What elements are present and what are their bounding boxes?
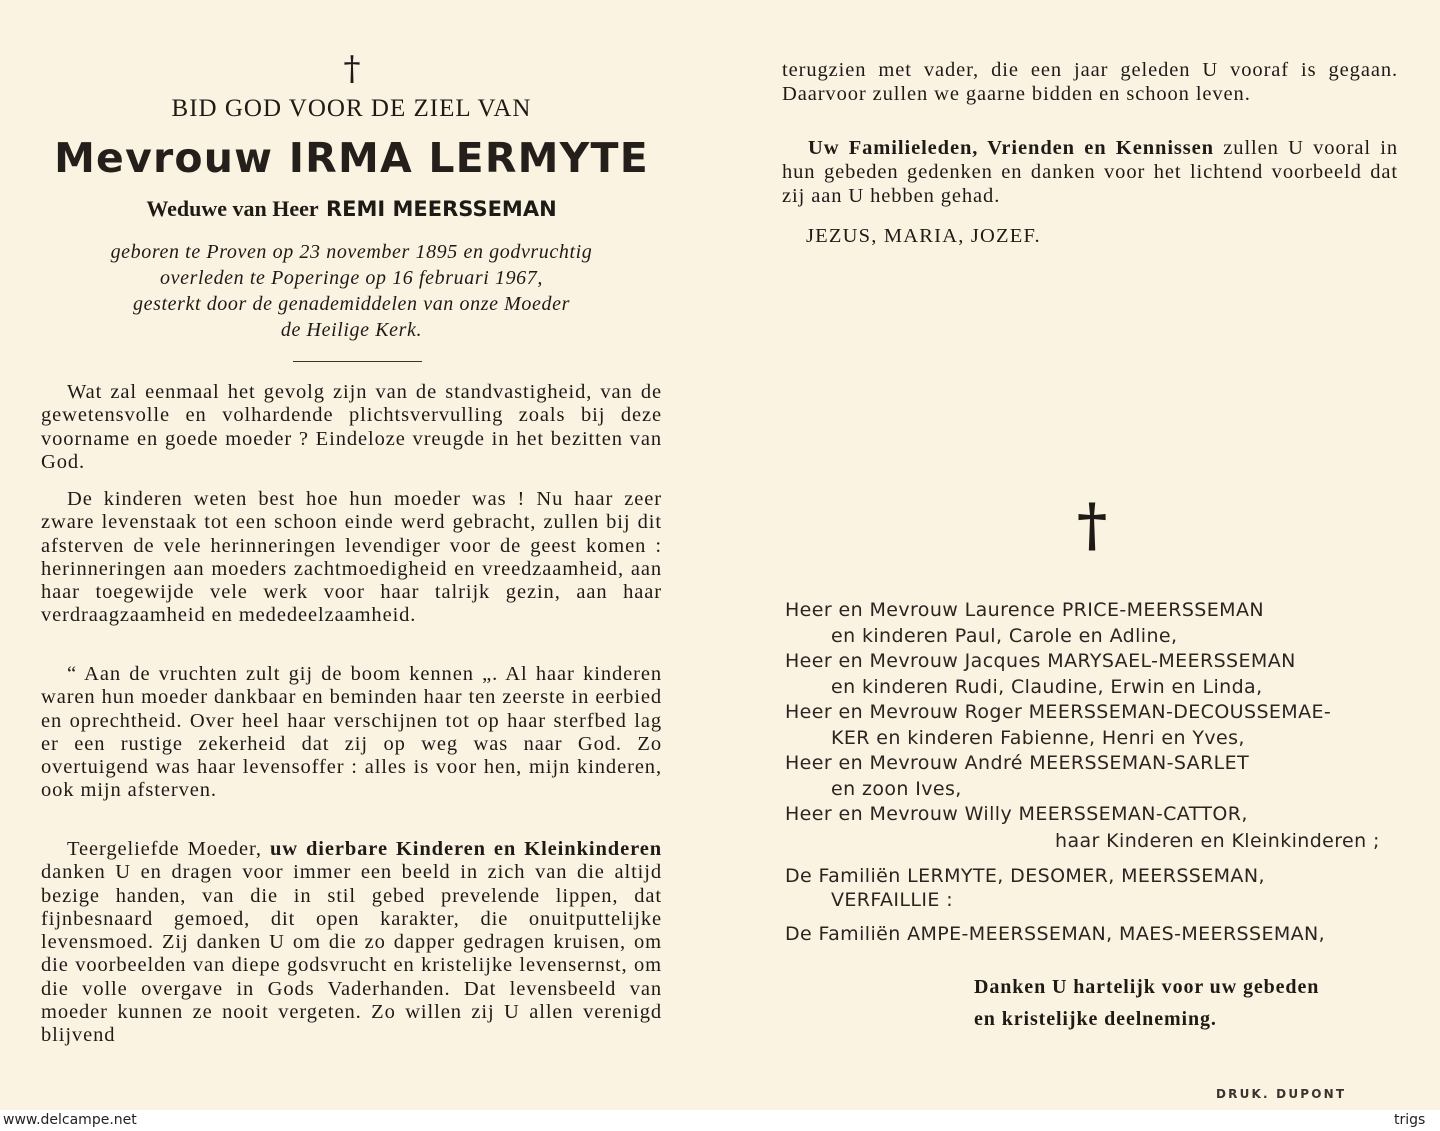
cross-icon: † <box>343 49 361 89</box>
printer-credit: DRUK. DUPONT <box>1216 1087 1347 1101</box>
mourner-line-3: Heer en Mevrouw Jacques MARYSAEL-MEERSSEMAN <box>785 650 1296 672</box>
paragraph-2: De kinderen weten best hoe hun moeder was ! Nu haar zeer zware levenstaak tot een schoon einde werd gebracht, zullen bij dit afsterven de vele herinneringen levendiger voor de geest komen : herinneringen aan moeders zachtmoedigheid en vreedzaamheid, aan haar toegewijde vele werk voor haar talrijk gezin, aan haar verdraagzaamheid en mededeelzaamheid. <box>41 488 662 627</box>
birth-line-1: geboren te Proven op 23 november 1895 en godvruchtig <box>110 241 593 263</box>
paragraph-4-start: Teergeliefde Moeder, <box>67 838 262 860</box>
divider <box>293 361 422 362</box>
widow-line <box>41 196 662 222</box>
family-rest: zullen U vooral in hun gebeden gedenken en danken voor het lichtend voorbeeld dat zij aan U hebben gehad. <box>782 137 1398 207</box>
family-paragraph <box>782 136 1398 208</box>
footer-brand: trigs <box>1394 1112 1426 1128</box>
mourner-line-6: KER en kinderen Fabienne, Henri en Yves, <box>831 727 1245 749</box>
mourner-line-11: De Familiën LERMYTE, DESOMER, MEERSSEMAN, <box>785 865 1265 887</box>
widow-prefix: Weduwe van Heer <box>146 196 319 221</box>
mourner-line-13: De Familiën AMPE-MEERSSEMAN, MAES-MEERSSEMAN, <box>785 923 1326 945</box>
paragraph-4-rest: danken U en dragen voor immer een beeld in zich van die altijd bezige handen, van die in stil gebed prevelende lippen, dat fijnbesnaard gemoed, dit open karakter, die onuitputtelijke levensmoed. Zij danken U om die zo dapper gedragen kruisen, om die voorbeelden van diepe godsvrucht en kristelijke levensernst, om die volle overgave in Gods Vaderhanden. Dat levensbeeld van moeder kunnen ze nooit vergeten. Zo willen zij U allen verenigd blijvend <box>41 861 662 1047</box>
mourner-line-9: Heer en Mevrouw Willy MEERSSEMAN-CATTOR, <box>785 803 1248 825</box>
birth-line-2: overleden te Poperinge op 16 februari 1967, <box>160 267 543 289</box>
birth-line-4: de Heilige Kerk. <box>280 319 423 341</box>
mourner-line-1: Heer en Mevrouw Laurence PRICE-MEERSSEMAN <box>785 599 1264 621</box>
cross-icon-right: † <box>1076 491 1108 559</box>
paragraph-4-bold: uw dierbare Kinderen en Kleinkinderen <box>269 838 662 860</box>
prayer-heading: BID GOD VOOR DE ZIEL VAN <box>171 95 532 122</box>
paragraph-continued: terugzien met vader, die een jaar geleden U vooraf is gegaan. Daarvoor zullen we gaarne bidden en schoon leven. <box>782 59 1398 105</box>
mourner-line-5: Heer en Mevrouw Roger MEERSSEMAN-DECOUSSEMAE- <box>785 701 1332 723</box>
mourner-line-2: en kinderen Paul, Carole en Adline, <box>831 625 1178 647</box>
widow-name: REMI MEERSSEMAN <box>325 197 557 221</box>
mourner-line-7: Heer en Mevrouw André MEERSSEMAN-SARLET <box>785 752 1250 774</box>
invocation: JEZUS, MARIA, JOZEF. <box>806 225 1041 247</box>
birth-line-3: gesterkt door de genademiddelen van onze Moeder <box>133 293 570 315</box>
mourner-line-4: en kinderen Rudi, Claudine, Erwin en Linda, <box>831 676 1263 698</box>
deceased-name: Mevrouw IRMA LERMYTE <box>54 134 649 182</box>
thanks-line-1: Danken U hartelijk voor uw gebeden <box>974 976 1320 998</box>
mourner-line-12: VERFAILLIE : <box>831 889 954 911</box>
family-bold: Uw Familieleden, Vrienden en Kennissen <box>808 137 1214 159</box>
footer-bar <box>0 1110 1440 1131</box>
mourner-line-10: haar Kinderen en Kleinkinderen ; <box>1055 830 1380 852</box>
mourner-line-8: en zoon Ives, <box>831 778 962 800</box>
thanks-line-2: en kristelijke deelneming. <box>974 1008 1217 1030</box>
paragraph-1: Wat zal eenmaal het gevolg zijn van de standvastigheid, van de gewetensvolle en volhardende plichtsvervulling zoals bij deze voorname en goede moeder ? Eindeloze vreugde in het bezitten van God. <box>41 381 662 473</box>
paragraph-3: “ Aan de vruchten zult gij de boom kennen „. Al haar kinderen waren hun moeder dankbaar en beminden haar ten zeerste in eerbied en oprechtheid. Over heel haar verschijnen tot op haar sterfbed lag er een rustige zekerheid dat zij op weg was naar God. Zo overtuigend was haar levensoffer : alles is voor hen, mijn kinderen, ook mijn afsterven. <box>41 663 662 802</box>
footer-url[interactable]: www.delcampe.net <box>3 1112 137 1128</box>
paragraph-4 <box>41 838 662 1048</box>
